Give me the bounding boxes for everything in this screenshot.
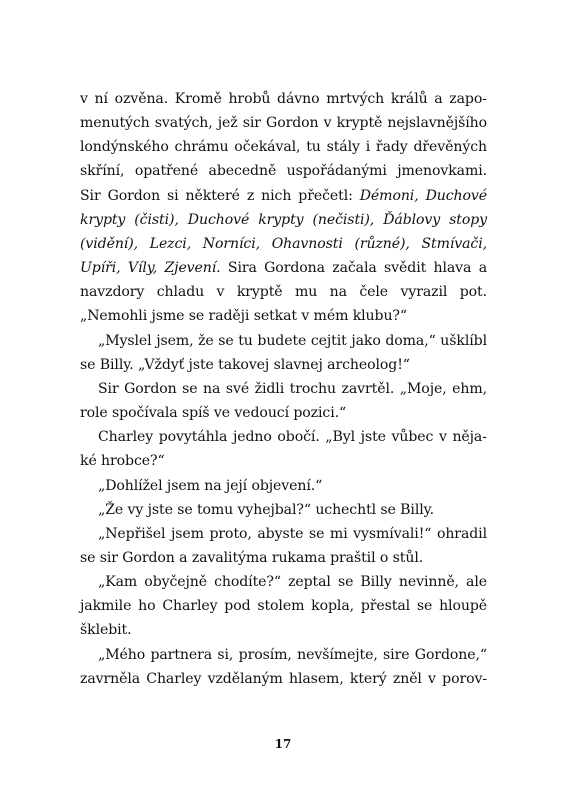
- paragraph: [80, 522, 487, 570]
- paragraph: [80, 425, 487, 473]
- text-run: „Myslel jsem, že se tu budete cejtit jako doma,“ ušklíbl se Billy. „Vždyť jste takovej slavnej archeolog!“: [80, 332, 487, 373]
- text-run: Sira Gordona začala svědit hlava a navzdory chladu v kryptě mu na čele vyrazil pot. „Nemohli jsme se raději setkat v mém klubu?“: [80, 260, 487, 325]
- paragraph: [80, 570, 487, 642]
- paragraph: [80, 329, 487, 377]
- text-run: v ní ozvěna. Kromě hrobů dávno mrtvých králů a zapomenutých svatých, jež sir Gordon v kryptě nejslavnějšího londýnského chrámu očekával, tu stály i řady dřevěných skříní, opatřené abecedně uspořádanými jmenovkami. Sir Gordon si některé z nich přečetl:: [80, 91, 487, 204]
- body-text: [80, 87, 487, 691]
- paragraph: [80, 643, 487, 691]
- text-run: „Že vy jste se tomu vyhejbal?“ uchechtl se Billy.: [98, 501, 435, 518]
- paragraph: [80, 377, 487, 425]
- text-run: Charley povytáhla jedno obočí. „Byl jste vůbec v nějaké hrobce?“: [80, 429, 487, 470]
- paragraph: [80, 87, 487, 329]
- paragraph: [80, 474, 487, 498]
- text-run: „Nepřišel jsem proto, abyste se mi vysmívali!“ ohradil se sir Gordon a zavalitýma rukama praštil o stůl.: [80, 525, 487, 566]
- text-run: Sir Gordon se na své židli trochu zavrtěl. „Moje, ehm, role spočívala spíš ve vedoucí pozici.“: [80, 380, 487, 422]
- text-run: „Kam obyčejně chodíte?“ zeptal se Billy nevinně, ale jakmile ho Charley pod stolem kopla, přestal se hloupě šklebit.: [80, 574, 487, 639]
- text-run: „Dohlížel jsem na její objevení.“: [98, 477, 323, 494]
- paragraph: [80, 498, 487, 522]
- italic-text-run: Démoni, Duchové krypty (čisti), Duchové krypty (nečisti), Ďáblovy stopy (vidění), Lezci, Norníci, Ohavnosti (různé), Stmívači, Upíři, Víly, Zjevení.: [80, 187, 488, 277]
- text-run: „Mého partnera si, prosím, nevšímejte, sire Gordone,“ zavrněla Charley vzdělaným hlasem, který zněl v porov-: [80, 646, 487, 687]
- page-number: 17: [274, 737, 292, 751]
